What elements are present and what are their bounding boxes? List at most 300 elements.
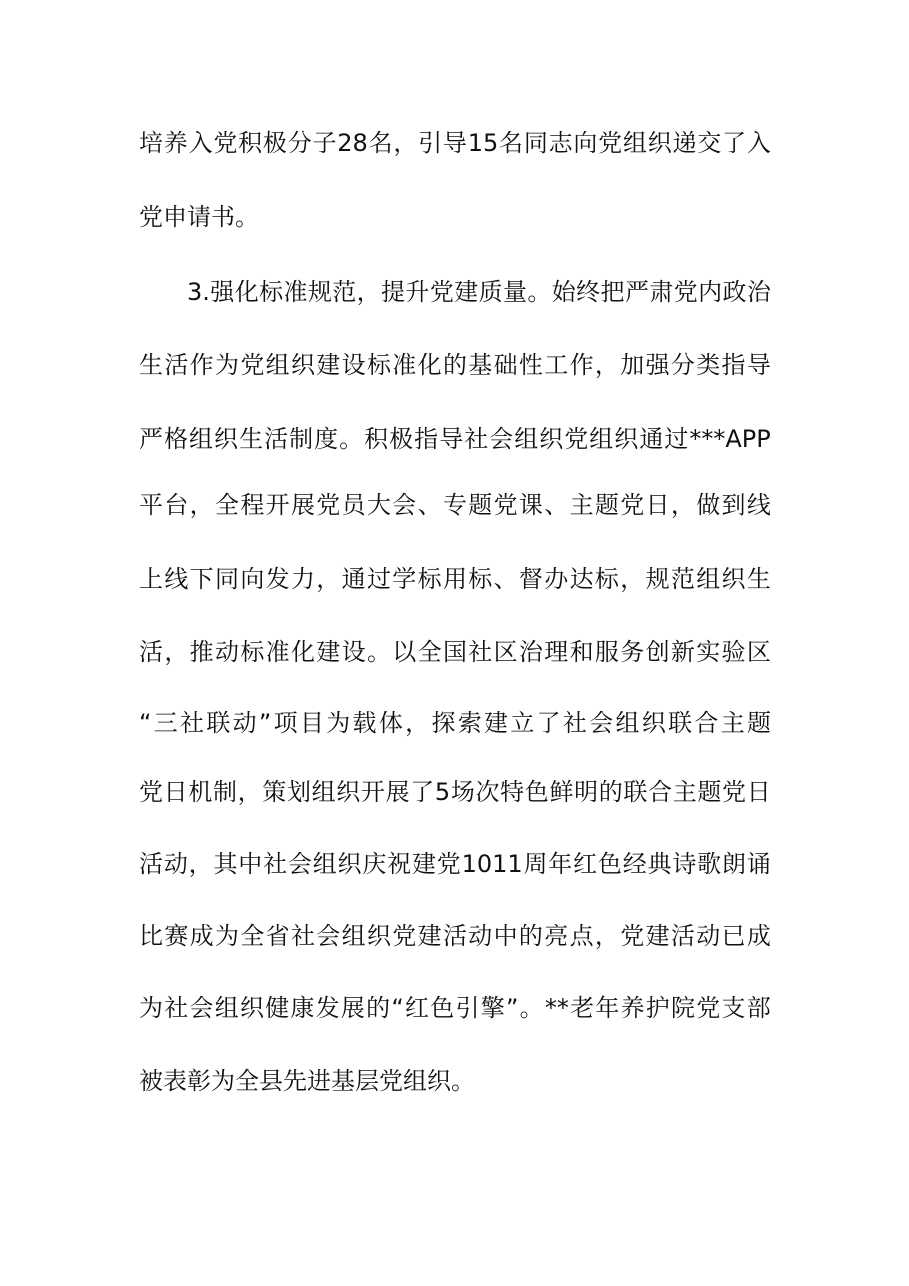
text-glyph: ， <box>189 491 214 519</box>
text-glyph: 3. <box>187 278 210 306</box>
text-glyph: 组 <box>514 425 539 453</box>
text-glyph: 员 <box>341 491 366 519</box>
text-glyph: 的 <box>366 994 391 1022</box>
text-glyph: 红 <box>405 994 430 1022</box>
text-glyph: 度 <box>314 425 339 453</box>
text-glyph: 性 <box>518 351 543 379</box>
text-glyph: 成 <box>746 922 771 950</box>
text-glyph: 提 <box>381 278 406 306</box>
text-glyph: 展 <box>385 778 410 806</box>
text-glyph: 院 <box>671 994 696 1022</box>
text-line-14: 被表彰为全县先进基层党组织。 <box>139 1067 475 1095</box>
text-glyph: 护 <box>645 994 670 1022</box>
text-glyph: 培 <box>139 129 163 157</box>
text-glyph: 朗 <box>721 850 746 878</box>
text-glyph: 上 <box>139 565 163 593</box>
text-glyph: 升 <box>405 278 430 306</box>
text-glyph: 社 <box>164 994 189 1022</box>
text-glyph: 量 <box>502 278 527 306</box>
text-glyph: 极 <box>262 129 287 157</box>
text-glyph: 开 <box>265 491 290 519</box>
text-glyph: 周 <box>523 850 548 878</box>
text-glyph: 活 <box>139 850 163 878</box>
text-glyph: 会 <box>489 425 514 453</box>
text-glyph: 党 <box>620 491 645 519</box>
text-glyph: 党 <box>696 994 721 1022</box>
text-glyph: 引 <box>418 129 443 157</box>
text-glyph: 亮 <box>544 922 569 950</box>
text-glyph: 标 <box>366 351 391 379</box>
text-glyph: 织 <box>366 922 391 950</box>
text-glyph: 强 <box>210 278 235 306</box>
text-glyph: 积 <box>238 129 263 157</box>
text-glyph: 活 <box>164 351 189 379</box>
text-glyph: 活 <box>442 922 467 950</box>
text-glyph: 标 <box>417 565 442 593</box>
text-glyph: ** <box>544 994 569 1022</box>
text-glyph: 向 <box>240 565 265 593</box>
text-glyph: 党 <box>493 491 518 519</box>
text-glyph: 织 <box>290 351 315 379</box>
text-glyph: 日 <box>163 778 188 806</box>
text-glyph: “ <box>391 994 404 1022</box>
text-glyph: 。 <box>527 278 552 306</box>
text-glyph: 台 <box>164 491 189 519</box>
text-glyph: 强 <box>645 351 670 379</box>
text-glyph: 策 <box>262 778 287 806</box>
text-glyph: 导 <box>746 351 771 379</box>
text-glyph: 实 <box>696 638 721 666</box>
text-glyph: 治 <box>518 638 543 666</box>
text-glyph: 组 <box>341 922 366 950</box>
text-glyph: 养 <box>163 129 188 157</box>
text-glyph: 专 <box>442 491 467 519</box>
text-glyph: 社 <box>464 425 489 453</box>
text-glyph: 作 <box>189 351 214 379</box>
text-glyph: 日 <box>645 491 670 519</box>
text-line-12 <box>139 921 771 951</box>
text-glyph: 划 <box>286 778 311 806</box>
text-glyph: 题 <box>594 491 619 519</box>
text-glyph: 类 <box>696 351 721 379</box>
text-glyph: 同 <box>523 129 548 157</box>
text-glyph: 递 <box>672 129 697 157</box>
text-glyph: 党 <box>392 922 417 950</box>
text-glyph: 织 <box>641 709 666 737</box>
text-glyph: “ <box>139 709 152 737</box>
text-glyph: 务 <box>620 638 645 666</box>
text-glyph: 动 <box>232 709 257 737</box>
text-glyph: 机 <box>188 778 213 806</box>
text-glyph: 党 <box>139 778 163 806</box>
text-glyph: 为 <box>214 351 239 379</box>
text-glyph: 题 <box>697 778 722 806</box>
text-glyph: 过 <box>366 565 391 593</box>
text-glyph: ***APP <box>689 425 771 453</box>
text-glyph: 养 <box>620 994 645 1022</box>
text-glyph: 动 <box>468 922 493 950</box>
text-glyph: 化 <box>417 351 442 379</box>
text-glyph: 15 <box>467 129 499 157</box>
text-glyph: 项 <box>273 709 298 737</box>
text-glyph: 设 <box>341 638 366 666</box>
text-glyph: 规 <box>307 278 332 306</box>
text-glyph: 全 <box>417 638 442 666</box>
text-glyph: 区 <box>746 638 771 666</box>
text-glyph: 用 <box>442 565 467 593</box>
text-glyph: 入 <box>746 129 771 157</box>
text-glyph: 线 <box>164 565 189 593</box>
text-glyph: 、 <box>417 491 442 519</box>
text-glyph: 主 <box>720 709 745 737</box>
text-glyph: 已 <box>721 922 746 950</box>
text-line-1 <box>139 128 771 158</box>
text-glyph: 中 <box>238 850 263 878</box>
text-glyph: 的 <box>442 351 467 379</box>
text-glyph: 建 <box>417 922 442 950</box>
text-glyph: 动 <box>163 850 188 878</box>
text-glyph: ， <box>594 922 619 950</box>
text-glyph: 28 <box>337 129 368 157</box>
text-glyph: 积 <box>364 425 389 453</box>
text-glyph: 党 <box>316 491 341 519</box>
text-glyph: 为 <box>139 994 163 1022</box>
text-glyph: 的 <box>598 778 623 806</box>
text-glyph: ， <box>316 565 341 593</box>
text-glyph: 。 <box>519 994 544 1022</box>
text-glyph: 的 <box>518 922 543 950</box>
text-glyph: 作 <box>569 351 594 379</box>
text-line-6 <box>139 490 771 520</box>
text-glyph: 理 <box>544 638 569 666</box>
text-glyph: 名 <box>499 129 524 157</box>
text-glyph: 康 <box>290 994 315 1022</box>
text-glyph: 组 <box>696 565 721 593</box>
text-glyph: 全 <box>214 491 239 519</box>
text-glyph: 了 <box>722 129 747 157</box>
text-glyph: 场 <box>450 778 475 806</box>
text-glyph: ， <box>188 850 213 878</box>
text-glyph: 其 <box>213 850 238 878</box>
text-glyph: 交 <box>697 129 722 157</box>
text-glyph: 基 <box>468 351 493 379</box>
text-glyph: 织 <box>614 425 639 453</box>
text-glyph: 组 <box>622 129 647 157</box>
text-glyph: 。 <box>339 425 364 453</box>
text-glyph: 比 <box>139 922 163 950</box>
text-glyph: 子 <box>312 129 337 157</box>
text-glyph: 党 <box>673 278 698 306</box>
text-glyph: 国 <box>442 638 467 666</box>
text-glyph: 支 <box>721 994 746 1022</box>
text-glyph: 标 <box>259 278 284 306</box>
text-glyph: 同 <box>214 565 239 593</box>
text-glyph: 织 <box>647 129 672 157</box>
text-line-7 <box>139 564 771 594</box>
text-glyph: 织 <box>239 994 264 1022</box>
text-glyph: 生 <box>139 351 163 379</box>
text-glyph: 日 <box>746 778 771 806</box>
text-glyph: 庆 <box>362 850 387 878</box>
text-glyph: 组 <box>312 850 337 878</box>
text-glyph: 社 <box>290 922 315 950</box>
text-glyph: 建 <box>316 351 341 379</box>
text-glyph: 区 <box>493 638 518 666</box>
text-glyph: ， <box>164 638 189 666</box>
text-glyph: 点 <box>569 922 594 950</box>
text-glyph: 社 <box>562 709 587 737</box>
text-glyph: 色 <box>430 994 455 1022</box>
text-glyph: 党 <box>436 850 461 878</box>
text-glyph: ， <box>670 491 695 519</box>
text-glyph: 大 <box>366 491 391 519</box>
text-glyph: 组 <box>615 709 640 737</box>
text-glyph: 社 <box>263 850 288 878</box>
text-glyph: 会 <box>189 994 214 1022</box>
text-glyph: 工 <box>544 351 569 379</box>
text-glyph: 体 <box>378 709 403 737</box>
text-glyph: 赛 <box>164 922 189 950</box>
text-glyph: 联 <box>668 709 693 737</box>
text-glyph: 为 <box>214 922 239 950</box>
text-glyph: 准 <box>283 278 308 306</box>
text-glyph: 到 <box>721 491 746 519</box>
text-glyph: 范 <box>332 278 357 306</box>
text-glyph: ” <box>505 994 519 1022</box>
text-glyph: 特 <box>500 778 525 806</box>
text-glyph: 索 <box>457 709 482 737</box>
text-glyph: 色 <box>597 850 622 878</box>
text-glyph: 鲜 <box>549 778 574 806</box>
text-glyph: 内 <box>698 278 723 306</box>
text-glyph: ， <box>620 565 645 593</box>
text-glyph: 了 <box>536 709 561 737</box>
text-glyph: 组 <box>589 425 614 453</box>
text-glyph: 经 <box>622 850 647 878</box>
text-glyph: 做 <box>696 491 721 519</box>
text-glyph: 础 <box>493 351 518 379</box>
text-glyph: 目 <box>299 709 324 737</box>
text-glyph: 分 <box>287 129 312 157</box>
text-glyph: 祝 <box>387 850 412 878</box>
text-glyph: 织 <box>539 425 564 453</box>
text-glyph: 学 <box>392 565 417 593</box>
text-glyph: 社 <box>468 638 493 666</box>
text-glyph: 准 <box>265 638 290 666</box>
text-glyph: ” <box>258 709 272 737</box>
text-glyph: 明 <box>574 778 599 806</box>
text-glyph: 立 <box>510 709 535 737</box>
text-glyph: 制 <box>289 425 314 453</box>
text-glyph: 社 <box>180 709 205 737</box>
text-glyph: 范 <box>670 565 695 593</box>
text-glyph: 建 <box>484 709 509 737</box>
text-glyph: 治 <box>746 278 771 306</box>
text-glyph: 标 <box>594 565 619 593</box>
text-glyph: 擎 <box>480 994 505 1022</box>
text-glyph: 党 <box>429 278 454 306</box>
text-glyph: 通 <box>341 565 366 593</box>
text-glyph: 指 <box>721 351 746 379</box>
text-glyph: 分 <box>670 351 695 379</box>
text-glyph: 开 <box>360 778 385 806</box>
text-glyph: 展 <box>290 491 315 519</box>
text-glyph: 极 <box>389 425 414 453</box>
text-glyph: ， <box>356 278 381 306</box>
text-glyph: 合 <box>694 709 719 737</box>
text-glyph: 推 <box>189 638 214 666</box>
text-glyph: 格 <box>164 425 189 453</box>
text-glyph: 会 <box>316 922 341 950</box>
text-glyph: 党 <box>620 922 645 950</box>
text-glyph: 向 <box>573 129 598 157</box>
text-glyph: 展 <box>340 994 365 1022</box>
text-glyph: 党 <box>722 778 747 806</box>
text-glyph: 生 <box>746 565 771 593</box>
text-line-5 <box>139 424 771 454</box>
text-glyph: ， <box>237 778 262 806</box>
text-glyph: 建 <box>411 850 436 878</box>
text-glyph: 服 <box>594 638 619 666</box>
text-glyph: 达 <box>569 565 594 593</box>
text-glyph: 标 <box>468 565 493 593</box>
text-glyph: 导 <box>442 129 467 157</box>
text-line-2: 党申请书。 <box>139 203 259 231</box>
text-glyph: 建 <box>454 278 479 306</box>
text-glyph: 制 <box>212 778 237 806</box>
text-glyph: 加 <box>620 351 645 379</box>
text-line-10 <box>139 777 771 807</box>
text-glyph: 了 <box>410 778 435 806</box>
text-line-3 <box>187 277 771 307</box>
text-glyph: ， <box>393 129 418 157</box>
text-glyph: 联 <box>623 778 648 806</box>
text-glyph: 载 <box>352 709 377 737</box>
text-glyph: 典 <box>647 850 672 878</box>
text-glyph: 严 <box>624 278 649 306</box>
text-glyph: 力 <box>290 565 315 593</box>
text-glyph: 和 <box>569 638 594 666</box>
text-glyph: 会 <box>589 709 614 737</box>
text-glyph: 题 <box>747 709 771 737</box>
text-line-4 <box>139 350 771 380</box>
text-glyph: 入 <box>188 129 213 157</box>
text-glyph: 合 <box>648 778 673 806</box>
text-glyph: 下 <box>189 565 214 593</box>
text-glyph: 部 <box>746 994 771 1022</box>
text-glyph: 全 <box>240 922 265 950</box>
text-glyph: 活 <box>264 425 289 453</box>
text-glyph: 歌 <box>697 850 722 878</box>
text-glyph: 党 <box>598 129 623 157</box>
text-glyph: 肃 <box>649 278 674 306</box>
text-glyph: 色 <box>524 778 549 806</box>
text-glyph: 建 <box>645 922 670 950</box>
text-glyph: 创 <box>645 638 670 666</box>
text-glyph: 诵 <box>746 850 771 878</box>
text-glyph: 动 <box>696 922 721 950</box>
text-glyph: 党 <box>240 351 265 379</box>
text-line-13 <box>139 993 771 1023</box>
text-glyph: ， <box>594 351 619 379</box>
text-line-11 <box>139 849 771 879</box>
text-glyph: 会 <box>392 491 417 519</box>
text-glyph: 程 <box>240 491 265 519</box>
text-glyph: 质 <box>478 278 503 306</box>
text-glyph: 。 <box>366 638 391 666</box>
text-glyph: 1011 <box>461 850 523 878</box>
text-glyph: 5 <box>434 778 451 806</box>
text-glyph: 活 <box>139 638 163 666</box>
text-glyph: 党 <box>213 129 238 157</box>
text-glyph: 过 <box>664 425 689 453</box>
text-glyph: 探 <box>431 709 456 737</box>
text-glyph: 组 <box>311 778 336 806</box>
text-glyph: 主 <box>569 491 594 519</box>
text-glyph: 题 <box>468 491 493 519</box>
text-glyph: 建 <box>316 638 341 666</box>
text-glyph: 省 <box>265 922 290 950</box>
text-glyph: 设 <box>341 351 366 379</box>
text-glyph: 课 <box>518 491 543 519</box>
text-glyph: 动 <box>214 638 239 666</box>
text-glyph: ， <box>405 709 430 737</box>
text-glyph: 中 <box>493 922 518 950</box>
text-glyph: 办 <box>544 565 569 593</box>
text-glyph: 生 <box>239 425 264 453</box>
text-glyph: 、 <box>493 565 518 593</box>
text-glyph: 健 <box>265 994 290 1022</box>
text-glyph: 验 <box>721 638 746 666</box>
text-glyph: 成 <box>189 922 214 950</box>
text-glyph: 把 <box>600 278 625 306</box>
text-glyph: 政 <box>722 278 747 306</box>
text-glyph: 、 <box>544 491 569 519</box>
text-glyph: 指 <box>414 425 439 453</box>
text-glyph: 规 <box>645 565 670 593</box>
text-glyph: 发 <box>265 565 290 593</box>
text-glyph: 织 <box>337 850 362 878</box>
text-glyph: 化 <box>234 278 259 306</box>
text-line-9 <box>139 708 771 738</box>
text-glyph: 线 <box>746 491 771 519</box>
text-glyph: 活 <box>670 922 695 950</box>
text-glyph: 终 <box>576 278 601 306</box>
text-glyph: 会 <box>287 850 312 878</box>
text-glyph: 以 <box>392 638 417 666</box>
text-glyph: 年 <box>548 850 573 878</box>
text-glyph: 红 <box>573 850 598 878</box>
text-glyph: 引 <box>455 994 480 1022</box>
text-glyph: 新 <box>670 638 695 666</box>
text-glyph: 织 <box>721 565 746 593</box>
text-glyph: 平 <box>139 491 163 519</box>
text-glyph: 年 <box>595 994 620 1022</box>
text-glyph: 标 <box>240 638 265 666</box>
text-glyph: 织 <box>336 778 361 806</box>
text-glyph: 组 <box>214 994 239 1022</box>
text-glyph: 织 <box>214 425 239 453</box>
text-glyph: 主 <box>672 778 697 806</box>
text-glyph: 为 <box>326 709 351 737</box>
text-glyph: 诗 <box>672 850 697 878</box>
text-glyph: 三 <box>153 709 178 737</box>
text-glyph: 党 <box>564 425 589 453</box>
text-glyph: 志 <box>548 129 573 157</box>
text-glyph: 准 <box>392 351 417 379</box>
text-glyph: 化 <box>290 638 315 666</box>
text-glyph: 组 <box>265 351 290 379</box>
